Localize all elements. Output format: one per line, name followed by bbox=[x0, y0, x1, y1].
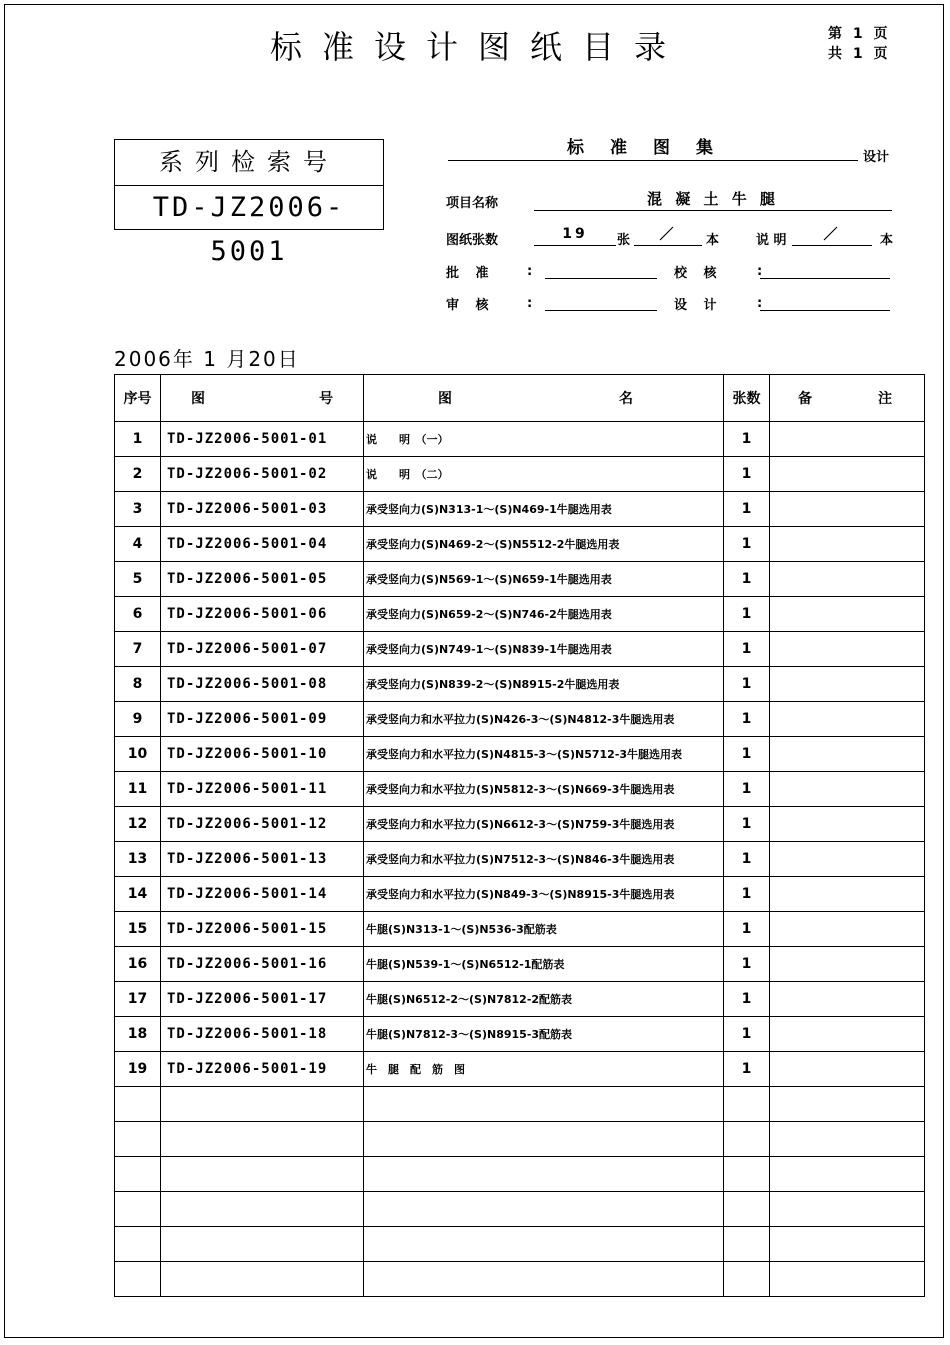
row-drawing-name bbox=[364, 1157, 724, 1192]
row-remark bbox=[770, 1017, 925, 1052]
row-seq: 17 bbox=[115, 982, 161, 1017]
row-drawing-number: TD-JZ2006-5001-12 bbox=[161, 807, 364, 842]
row-drawing-name: 承受竖向力和水平拉力(S)N7512-3～(S)N846-3牛腿选用表 bbox=[364, 842, 724, 877]
project-name-label: 项目名称 bbox=[446, 196, 499, 211]
row-remark bbox=[770, 737, 925, 772]
row-sheet-count bbox=[724, 1122, 770, 1157]
header-remark-b: 注 bbox=[878, 391, 892, 407]
header-count: 张数 bbox=[724, 375, 770, 422]
row-drawing-number: TD-JZ2006-5001-03 bbox=[161, 492, 364, 527]
notes-unit: 本 bbox=[880, 233, 894, 248]
sheets-unit: 张 bbox=[617, 233, 631, 248]
row-sheet-count: 1 bbox=[724, 877, 770, 912]
row-remark bbox=[770, 1052, 925, 1087]
row-drawing-name: 承受竖向力(S)N749-1～(S)N839-1牛腿选用表 bbox=[364, 632, 724, 667]
row-seq bbox=[115, 1262, 161, 1297]
row-sheet-count: 1 bbox=[724, 842, 770, 877]
row-drawing-number: TD-JZ2006-5001-15 bbox=[161, 912, 364, 947]
row-seq: 3 bbox=[115, 492, 161, 527]
row-sheet-count: 1 bbox=[724, 422, 770, 457]
header-name-b: 名 bbox=[619, 391, 633, 407]
approve-colon: : bbox=[527, 264, 533, 279]
row-drawing-number: TD-JZ2006-5001-06 bbox=[161, 597, 364, 632]
row-remark bbox=[770, 422, 925, 457]
row-drawing-number: TD-JZ2006-5001-04 bbox=[161, 527, 364, 562]
row-seq: 2 bbox=[115, 457, 161, 492]
row-sheet-count: 1 bbox=[724, 1017, 770, 1052]
row-remark bbox=[770, 842, 925, 877]
table-row bbox=[115, 877, 925, 912]
row-remark bbox=[770, 947, 925, 982]
row-drawing-name: 牛腿(S)N539-1～(S)N6512-1配筋表 bbox=[364, 947, 724, 982]
design-underline bbox=[760, 310, 890, 311]
approve-underline bbox=[545, 278, 657, 279]
row-drawing-number bbox=[161, 1227, 364, 1262]
row-drawing-name bbox=[364, 1192, 724, 1227]
header-seq: 序号 bbox=[115, 375, 161, 422]
row-drawing-number bbox=[161, 1087, 364, 1122]
row-drawing-number: TD-JZ2006-5001-05 bbox=[161, 562, 364, 597]
atlas-title: 标准图集 bbox=[567, 138, 739, 158]
row-drawing-name: 承受竖向力和水平拉力(S)N4815-3～(S)N5712-3牛腿选用表 bbox=[364, 737, 724, 772]
row-drawing-name: 承受竖向力(S)N839-2～(S)N8915-2牛腿选用表 bbox=[364, 667, 724, 702]
row-drawing-number: TD-JZ2006-5001-09 bbox=[161, 702, 364, 737]
row-sheet-count: 1 bbox=[724, 912, 770, 947]
volumes-underline bbox=[634, 245, 702, 246]
row-seq: 13 bbox=[115, 842, 161, 877]
table-row bbox=[115, 842, 925, 877]
table-row bbox=[115, 422, 925, 457]
row-remark bbox=[770, 632, 925, 667]
row-drawing-name: 说 明 （一） bbox=[364, 422, 724, 457]
row-seq: 4 bbox=[115, 527, 161, 562]
row-drawing-name bbox=[364, 1227, 724, 1262]
notes-value: ／ bbox=[823, 227, 841, 243]
row-sheet-count: 1 bbox=[724, 562, 770, 597]
row-seq: 6 bbox=[115, 597, 161, 632]
row-remark bbox=[770, 912, 925, 947]
header-name-a: 图 bbox=[438, 391, 452, 407]
row-remark bbox=[770, 982, 925, 1017]
row-remark bbox=[770, 1192, 925, 1227]
row-remark bbox=[770, 1122, 925, 1157]
volumes-unit: 本 bbox=[706, 233, 720, 248]
row-drawing-number bbox=[161, 1122, 364, 1157]
table-row bbox=[115, 1122, 925, 1157]
row-sheet-count bbox=[724, 1262, 770, 1297]
row-remark bbox=[770, 807, 925, 842]
row-drawing-name: 承受竖向力和水平拉力(S)N426-3～(S)N4812-3牛腿选用表 bbox=[364, 702, 724, 737]
notes-underline bbox=[792, 245, 872, 246]
row-seq bbox=[115, 1087, 161, 1122]
row-drawing-number: TD-JZ2006-5001-11 bbox=[161, 772, 364, 807]
design-label: 设 计 bbox=[674, 298, 723, 313]
row-remark bbox=[770, 1087, 925, 1122]
row-drawing-name bbox=[364, 1087, 724, 1122]
approve-label: 批 准 bbox=[446, 266, 495, 281]
row-drawing-name: 牛腿(S)N7812-3～(S)N8915-3配筋表 bbox=[364, 1017, 724, 1052]
document-title: 标准设计图纸目录 bbox=[270, 28, 687, 66]
row-sheet-count bbox=[724, 1227, 770, 1262]
atlas-title-line bbox=[448, 130, 858, 161]
table-row bbox=[115, 667, 925, 702]
header-drawing-name bbox=[364, 375, 724, 422]
series-index-box bbox=[114, 139, 384, 267]
row-sheet-count: 1 bbox=[724, 982, 770, 1017]
row-sheet-count: 1 bbox=[724, 667, 770, 702]
row-seq: 15 bbox=[115, 912, 161, 947]
row-seq bbox=[115, 1122, 161, 1157]
row-drawing-number: TD-JZ2006-5001-16 bbox=[161, 947, 364, 982]
series-index-label: 系列检索号 bbox=[115, 140, 383, 186]
row-drawing-number: TD-JZ2006-5001-18 bbox=[161, 1017, 364, 1052]
row-drawing-name: 承受竖向力和水平拉力(S)N6612-3～(S)N759-3牛腿选用表 bbox=[364, 807, 724, 842]
table-row bbox=[115, 772, 925, 807]
row-remark bbox=[770, 492, 925, 527]
page-total: 共 1 页 bbox=[828, 46, 891, 62]
row-sheet-count: 1 bbox=[724, 807, 770, 842]
sheets-count-value: 19 bbox=[562, 226, 588, 242]
row-drawing-number: TD-JZ2006-5001-13 bbox=[161, 842, 364, 877]
row-remark bbox=[770, 527, 925, 562]
row-seq: 1 bbox=[115, 422, 161, 457]
project-name-value: 混 凝 土 牛 腿 bbox=[647, 190, 779, 208]
row-drawing-name: 牛 腿 配 筋 图 bbox=[364, 1052, 724, 1087]
row-seq bbox=[115, 1227, 161, 1262]
row-seq: 18 bbox=[115, 1017, 161, 1052]
table-row bbox=[115, 1157, 925, 1192]
row-seq: 11 bbox=[115, 772, 161, 807]
row-sheet-count: 1 bbox=[724, 772, 770, 807]
row-drawing-name: 承受竖向力(S)N659-2～(S)N746-2牛腿选用表 bbox=[364, 597, 724, 632]
table-row bbox=[115, 562, 925, 597]
table-row bbox=[115, 1227, 925, 1262]
table-row bbox=[115, 1192, 925, 1227]
header-code-a: 图 bbox=[191, 391, 205, 407]
table-row bbox=[115, 737, 925, 772]
header-code-b: 号 bbox=[319, 391, 333, 407]
row-drawing-number: TD-JZ2006-5001-17 bbox=[161, 982, 364, 1017]
row-drawing-number bbox=[161, 1262, 364, 1297]
series-index-code: TD-JZ2006-5001 bbox=[152, 192, 346, 267]
row-remark bbox=[770, 457, 925, 492]
row-remark bbox=[770, 1262, 925, 1297]
row-drawing-number: TD-JZ2006-5001-02 bbox=[161, 457, 364, 492]
row-seq: 12 bbox=[115, 807, 161, 842]
header-drawing-number bbox=[161, 375, 364, 422]
row-remark bbox=[770, 772, 925, 807]
row-seq: 10 bbox=[115, 737, 161, 772]
row-sheet-count: 1 bbox=[724, 597, 770, 632]
row-seq: 9 bbox=[115, 702, 161, 737]
row-drawing-name: 牛腿(S)N6512-2～(S)N7812-2配筋表 bbox=[364, 982, 724, 1017]
check-label: 校 核 bbox=[674, 266, 723, 281]
row-seq: 7 bbox=[115, 632, 161, 667]
table-row bbox=[115, 947, 925, 982]
row-remark bbox=[770, 877, 925, 912]
row-drawing-name: 承受竖向力和水平拉力(S)N5812-3～(S)N669-3牛腿选用表 bbox=[364, 772, 724, 807]
review-colon: : bbox=[527, 296, 533, 311]
row-sheet-count bbox=[724, 1087, 770, 1122]
row-drawing-name: 承受竖向力(S)N313-1～(S)N469-1牛腿选用表 bbox=[364, 492, 724, 527]
design-colon: : bbox=[757, 296, 763, 311]
table-row bbox=[115, 807, 925, 842]
table-row bbox=[115, 702, 925, 737]
table-row bbox=[115, 982, 925, 1017]
row-remark bbox=[770, 667, 925, 702]
table-row bbox=[115, 912, 925, 947]
row-drawing-name: 承受竖向力(S)N569-1～(S)N659-1牛腿选用表 bbox=[364, 562, 724, 597]
row-sheet-count: 1 bbox=[724, 457, 770, 492]
table-row bbox=[115, 457, 925, 492]
row-drawing-number: TD-JZ2006-5001-14 bbox=[161, 877, 364, 912]
row-sheet-count: 1 bbox=[724, 1052, 770, 1087]
table-row bbox=[115, 1087, 925, 1122]
row-seq bbox=[115, 1192, 161, 1227]
row-remark bbox=[770, 562, 925, 597]
row-sheet-count: 1 bbox=[724, 702, 770, 737]
table-row bbox=[115, 1017, 925, 1052]
row-drawing-name: 牛腿(S)N313-1～(S)N536-3配筋表 bbox=[364, 912, 724, 947]
table-row bbox=[115, 492, 925, 527]
row-remark bbox=[770, 597, 925, 632]
row-seq: 8 bbox=[115, 667, 161, 702]
row-seq: 19 bbox=[115, 1052, 161, 1087]
header-remark-a: 备 bbox=[798, 391, 812, 407]
catalog-date: 2006年 1 月20日 bbox=[114, 347, 300, 371]
row-remark bbox=[770, 1227, 925, 1262]
table-row bbox=[115, 527, 925, 562]
volumes-value: ／ bbox=[659, 227, 677, 243]
review-underline bbox=[545, 310, 657, 311]
table-header-row bbox=[115, 375, 925, 422]
row-drawing-name bbox=[364, 1122, 724, 1157]
project-name-underline bbox=[534, 210, 892, 211]
row-sheet-count bbox=[724, 1192, 770, 1227]
row-drawing-number: TD-JZ2006-5001-10 bbox=[161, 737, 364, 772]
page-current: 第 1 页 bbox=[828, 26, 891, 42]
sheets-underline bbox=[534, 245, 616, 246]
row-remark bbox=[770, 1157, 925, 1192]
row-sheet-count: 1 bbox=[724, 632, 770, 667]
sheets-count-label: 图纸张数 bbox=[446, 233, 499, 248]
row-seq: 5 bbox=[115, 562, 161, 597]
row-sheet-count: 1 bbox=[724, 527, 770, 562]
row-drawing-number bbox=[161, 1157, 364, 1192]
review-label: 审 核 bbox=[446, 298, 495, 313]
table-row bbox=[115, 1052, 925, 1087]
row-drawing-name: 承受竖向力和水平拉力(S)N849-3～(S)N8915-3牛腿选用表 bbox=[364, 877, 724, 912]
row-sheet-count: 1 bbox=[724, 947, 770, 982]
row-seq bbox=[115, 1157, 161, 1192]
row-drawing-name bbox=[364, 1262, 724, 1297]
drawing-catalog-table bbox=[114, 374, 925, 1297]
header-remark bbox=[770, 375, 925, 422]
row-remark bbox=[770, 702, 925, 737]
row-drawing-name: 承受竖向力(S)N469-2～(S)N5512-2牛腿选用表 bbox=[364, 527, 724, 562]
row-drawing-number: TD-JZ2006-5001-19 bbox=[161, 1052, 364, 1087]
row-drawing-name: 说 明 （二） bbox=[364, 457, 724, 492]
row-sheet-count: 1 bbox=[724, 492, 770, 527]
row-drawing-number: TD-JZ2006-5001-08 bbox=[161, 667, 364, 702]
row-drawing-number bbox=[161, 1192, 364, 1227]
atlas-suffix: 设计 bbox=[863, 150, 890, 165]
row-sheet-count: 1 bbox=[724, 737, 770, 772]
check-underline bbox=[760, 278, 890, 279]
row-drawing-number: TD-JZ2006-5001-07 bbox=[161, 632, 364, 667]
check-colon: : bbox=[757, 264, 763, 279]
row-seq: 14 bbox=[115, 877, 161, 912]
notes-label: 说 明 bbox=[756, 233, 787, 248]
row-seq: 16 bbox=[115, 947, 161, 982]
table-row bbox=[115, 597, 925, 632]
table-row bbox=[115, 1262, 925, 1297]
table-row bbox=[115, 632, 925, 667]
page-number bbox=[828, 24, 891, 64]
row-drawing-number: TD-JZ2006-5001-01 bbox=[161, 422, 364, 457]
row-sheet-count bbox=[724, 1157, 770, 1192]
